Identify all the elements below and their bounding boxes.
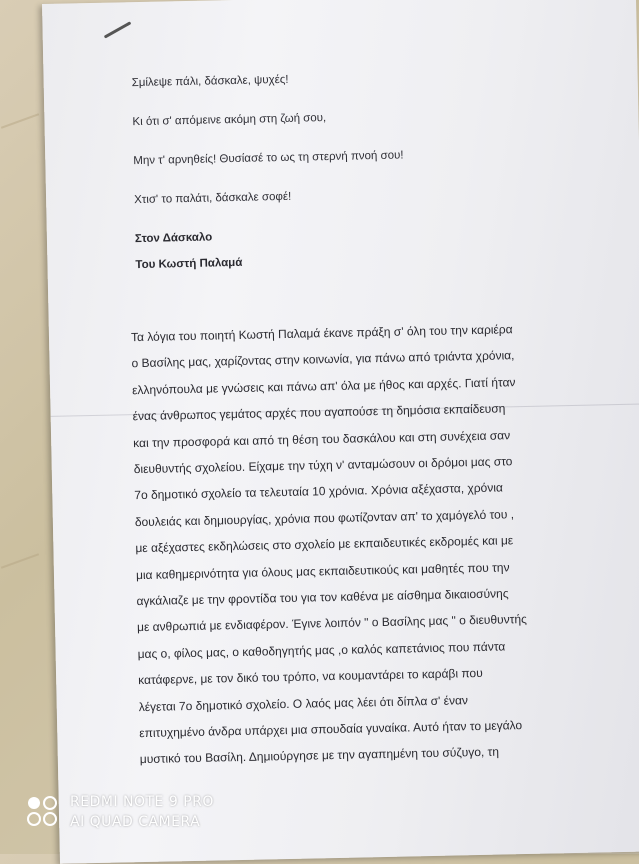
body-line: κατάφερνε, με τον δικό του τρόπο, να κουμαντάρει το καράβι που xyxy=(138,666,483,688)
body-line: μυστικό του Βασίλη. Δημιούργησε με την αγαπημένη του σύζυγο, τη xyxy=(139,744,500,767)
body-line: μια καθημερινότητα για όλους μας εκπαιδευτικούς και μαθητές που την xyxy=(135,559,510,582)
poem-title: Στον Δάσκαλο xyxy=(134,231,213,246)
body-line: Τα λόγια του ποιητή Κωστή Παλαμά έκανε πράξη σ' όλη του την καριέρα xyxy=(130,322,513,345)
body-line: επιτυχημένο άνδρα υπάρχει μια σπουδαία γυναίκα. Αυτό ήταν το μεγάλο xyxy=(139,718,523,741)
body-line: ο Βασίλης μας, χαρίζοντας στην κοινωνία, για πάνω από τριάντα χρόνια, xyxy=(131,348,515,371)
poem-author: Του Κωστή Παλαμά xyxy=(135,256,243,272)
body-line: λέγεται 7ο δημοτικό σχολείο. Ο λαός μας λέει ότι δίπλα σ' έναν xyxy=(138,692,469,714)
floor-seam xyxy=(1,553,39,569)
paper-sheet xyxy=(42,0,639,864)
body-line: με ανθρωπιά με ενδιαφέρον. Έγινε λοιπόν " ο Βασίλης μας " ο διευθυντής xyxy=(136,612,527,635)
body-line: 7ο δημοτικό σχολείο τα τελευταία 10 χρόνια. Χρόνια αξέχαστα, χρόνια xyxy=(134,480,504,503)
body-line: ελληνόπουλα με γνώσεις και πάνω απ' όλα με ήθος και αρχές. Γιατί ήταν xyxy=(131,374,516,397)
poem-line: Μην τ' αρνηθείς! Θυσίασέ το ως τη στερνή πνοή σου! xyxy=(133,149,404,168)
poem-line: Χτισ' το παλάτι, δάσκαλε σοφέ! xyxy=(134,190,292,207)
camera-lens-icon xyxy=(26,794,60,830)
poem-line: Κι ότι σ' απόμεινε ακόμη στη ζωή σου, xyxy=(132,112,327,129)
body-line: διευθυντής σχολείου. Είχαμε την τύχη ν' ανταμώσουν οι δρόμοι μας στο xyxy=(133,454,513,477)
poem-line: Σμίλεψε πάλι, δάσκαλε, ψυχές! xyxy=(131,73,289,90)
staple xyxy=(104,21,132,38)
floor-seam xyxy=(1,113,39,129)
watermark-camera: AI QUAD CAMERA xyxy=(70,814,201,830)
body-line: ένας άνθρωπος γεμάτος αρχές που αγαπούσε τη δημόσια εκπαίδευση xyxy=(132,401,506,424)
watermark-model: REDMI NOTE 9 PRO xyxy=(70,794,214,810)
body-line: μας ο, φίλος μας, ο καθοδηγητής μας ,ο καλός καπετάνιος που πάντα xyxy=(137,639,506,661)
body-line: με αξέχαστες εκδηλώσεις στο σχολείο με εκπαιδευτικές εκδρομές και με xyxy=(135,533,514,556)
body-line: δουλειάς και δημιουργίας, χρόνια που φωτίζονταν απ' το χαμόγελό του , xyxy=(134,507,515,529)
body-line: και την προσφορά και από τη θέση του δασκάλου και στη συνέχεια σαν xyxy=(133,427,511,450)
body-line: αγκάλιαζε με την φροντίδα του για τον καθένα με αίσθημα δικαιοσύνης xyxy=(136,586,509,609)
